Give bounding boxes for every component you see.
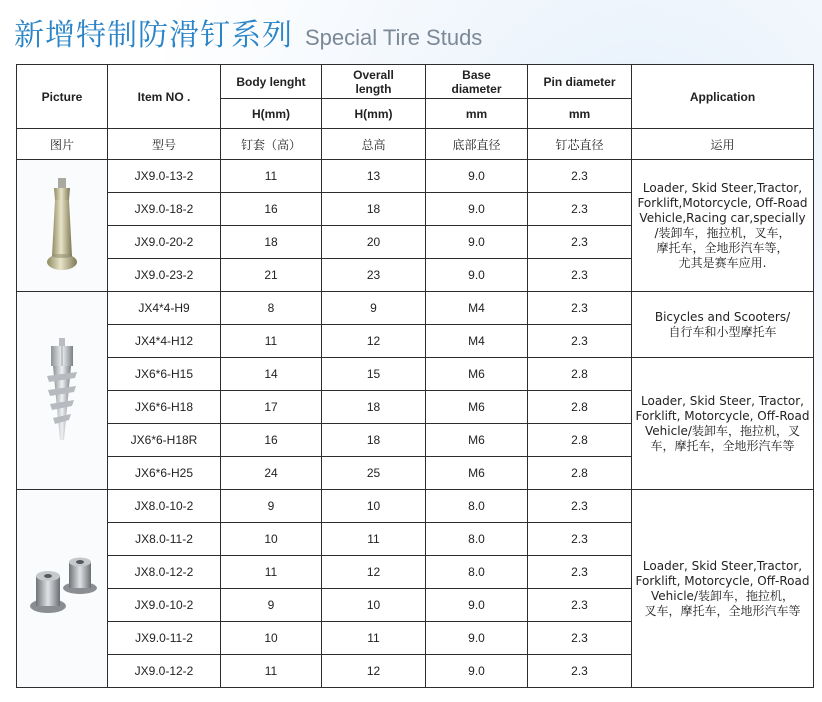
cell-base-diameter: 9.0 bbox=[426, 622, 528, 655]
picture-cell-group3 bbox=[17, 490, 108, 688]
cell-overall-length: 12 bbox=[322, 655, 426, 688]
header-cn-base-diameter: 底部直径 bbox=[426, 129, 528, 160]
header-overall-length bbox=[322, 65, 426, 99]
cell-pin-diameter: 2.8 bbox=[528, 391, 632, 424]
cell-base-diameter: 8.0 bbox=[426, 490, 528, 523]
cell-base-diameter: 9.0 bbox=[426, 226, 528, 259]
cell-base-diameter: 8.0 bbox=[426, 556, 528, 589]
flanged-stud-icon bbox=[20, 554, 104, 624]
application-line: Loader, Skid Steer,Tractor, bbox=[642, 180, 803, 195]
title-english: Special Tire Studs bbox=[305, 25, 483, 50]
header-cn-item-no: 型号 bbox=[108, 129, 221, 160]
cell-item: JX6*6-H15 bbox=[108, 358, 221, 391]
cell-pin-diameter: 2.8 bbox=[528, 457, 632, 490]
header-cn-pin-diameter: 钉芯直径 bbox=[528, 129, 632, 160]
cell-body-length: 14 bbox=[221, 358, 322, 391]
header-picture: Picture bbox=[17, 65, 108, 129]
cell-pin-diameter: 2.3 bbox=[528, 490, 632, 523]
cell-overall-length: 18 bbox=[322, 193, 426, 226]
cell-body-length: 16 bbox=[221, 193, 322, 226]
cell-overall-length: 25 bbox=[322, 457, 426, 490]
cell-base-diameter: 9.0 bbox=[426, 193, 528, 226]
cell-overall-length: 11 bbox=[322, 523, 426, 556]
cell-overall-length: 23 bbox=[322, 259, 426, 292]
table-row bbox=[17, 160, 814, 193]
cell-pin-diameter: 2.3 bbox=[528, 292, 632, 325]
cell-body-length: 17 bbox=[221, 391, 322, 424]
application-line: 摩托车，全地形汽车等， bbox=[656, 240, 789, 255]
header-body-length: Body lenght bbox=[221, 65, 322, 99]
cell-overall-length: 13 bbox=[322, 160, 426, 193]
cell-pin-diameter: 2.3 bbox=[528, 226, 632, 259]
cell-overall-length: 18 bbox=[322, 391, 426, 424]
cell-item: JX6*6-H18R bbox=[108, 424, 221, 457]
cell-overall-length: 12 bbox=[322, 556, 426, 589]
header-item-no: Item NO . bbox=[108, 65, 221, 129]
unit-pin-diameter: mm bbox=[528, 99, 632, 129]
cell-overall-length: 15 bbox=[322, 358, 426, 391]
application-line: 尤其是赛车应用. bbox=[678, 255, 767, 270]
cell-base-diameter: M6 bbox=[426, 424, 528, 457]
cell-pin-diameter: 2.3 bbox=[528, 589, 632, 622]
table-row bbox=[17, 490, 814, 523]
cell-pin-diameter: 2.3 bbox=[528, 523, 632, 556]
application-line: 叉车，摩托车，全地形汽车等 bbox=[644, 603, 801, 618]
unit-base-diameter: mm bbox=[426, 99, 528, 129]
cell-base-diameter: 8.0 bbox=[426, 523, 528, 556]
application-line: Vehicle/装卸车，拖拉机，叉 bbox=[645, 423, 800, 438]
application-line: 自行车和小型摩托车 bbox=[668, 324, 777, 339]
cell-item: JX6*6-H25 bbox=[108, 457, 221, 490]
cell-item: JX9.0-13-2 bbox=[108, 160, 221, 193]
application-cell-group1 bbox=[632, 160, 814, 292]
cell-pin-diameter: 2.3 bbox=[528, 259, 632, 292]
cell-overall-length: 11 bbox=[322, 622, 426, 655]
header-cn-application: 运用 bbox=[632, 129, 814, 160]
picture-cell-group2 bbox=[17, 292, 108, 490]
cell-overall-length: 9 bbox=[322, 292, 426, 325]
header-pin-diameter: Pin diameter bbox=[528, 65, 632, 99]
cell-overall-length: 12 bbox=[322, 325, 426, 358]
application-line: Loader, Skid Steer,Tractor, bbox=[642, 558, 803, 573]
application-line: Loader, Skid Steer, Tractor, bbox=[641, 393, 804, 408]
header-overall-length-text: Overall length bbox=[353, 67, 394, 96]
cell-base-diameter: 9.0 bbox=[426, 160, 528, 193]
table-row bbox=[17, 292, 814, 325]
cell-pin-diameter: 2.3 bbox=[528, 193, 632, 226]
cell-body-length: 11 bbox=[221, 556, 322, 589]
cell-item: JX4*4-H12 bbox=[108, 325, 221, 358]
cell-base-diameter: 9.0 bbox=[426, 259, 528, 292]
cell-base-diameter: M6 bbox=[426, 391, 528, 424]
cell-body-length: 16 bbox=[221, 424, 322, 457]
title-chinese: 新增特制防滑钉系列 bbox=[14, 18, 293, 53]
cell-base-diameter: 9.0 bbox=[426, 589, 528, 622]
header-application: Application bbox=[632, 65, 814, 129]
cell-body-length: 9 bbox=[221, 490, 322, 523]
header-base-diameter-text: Base diameter bbox=[451, 67, 502, 96]
cell-body-length: 9 bbox=[221, 589, 322, 622]
cell-item: JX9.0-18-2 bbox=[108, 193, 221, 226]
application-line: 车，摩托车，全地形汽车等 bbox=[650, 438, 795, 453]
cell-overall-length: 20 bbox=[322, 226, 426, 259]
cell-item: JX9.0-11-2 bbox=[108, 622, 221, 655]
cell-item: JX9.0-23-2 bbox=[108, 259, 221, 292]
application-line: Vehicle,Racing car,specially bbox=[639, 210, 806, 225]
unit-body-length: H(mm) bbox=[221, 99, 322, 129]
application-line: Vehicle/装卸车，拖拉机， bbox=[651, 588, 794, 603]
picture-cell-group1 bbox=[17, 160, 108, 292]
page-header bbox=[14, 6, 482, 54]
application-line: Forklift, Motorcycle, Off-Road bbox=[635, 573, 810, 588]
cell-overall-length: 10 bbox=[322, 589, 426, 622]
header-cn-picture: 图片 bbox=[17, 129, 108, 160]
unit-overall-length: H(mm) bbox=[322, 99, 426, 129]
cell-body-length: 18 bbox=[221, 226, 322, 259]
cell-body-length: 10 bbox=[221, 523, 322, 556]
header-base-diameter bbox=[426, 65, 528, 99]
cell-pin-diameter: 2.3 bbox=[528, 160, 632, 193]
cell-item: JX8.0-10-2 bbox=[108, 490, 221, 523]
cell-body-length: 11 bbox=[221, 160, 322, 193]
cell-item: JX6*6-H18 bbox=[108, 391, 221, 424]
cell-body-length: 10 bbox=[221, 622, 322, 655]
cell-body-length: 11 bbox=[221, 325, 322, 358]
cell-base-diameter: M6 bbox=[426, 358, 528, 391]
cell-base-diameter: M4 bbox=[426, 292, 528, 325]
cell-pin-diameter: 2.3 bbox=[528, 556, 632, 589]
cell-overall-length: 18 bbox=[322, 424, 426, 457]
application-cell-group3 bbox=[632, 358, 814, 490]
cell-body-length: 24 bbox=[221, 457, 322, 490]
cell-pin-diameter: 2.3 bbox=[528, 325, 632, 358]
cell-item: JX9.0-20-2 bbox=[108, 226, 221, 259]
application-line: Forklift,Motorcycle, Off-Road bbox=[637, 195, 808, 210]
cell-base-diameter: 9.0 bbox=[426, 655, 528, 688]
cell-overall-length: 10 bbox=[322, 490, 426, 523]
header-cn-overall-length: 总高 bbox=[322, 129, 426, 160]
cell-item: JX8.0-11-2 bbox=[108, 523, 221, 556]
cell-pin-diameter: 2.3 bbox=[528, 655, 632, 688]
application-line: /装卸车，拖拉机，叉车， bbox=[654, 225, 791, 240]
cell-item: JX8.0-12-2 bbox=[108, 556, 221, 589]
cell-body-length: 11 bbox=[221, 655, 322, 688]
cell-pin-diameter: 2.8 bbox=[528, 358, 632, 391]
cell-item: JX4*4-H9 bbox=[108, 292, 221, 325]
cell-body-length: 8 bbox=[221, 292, 322, 325]
application-cell-group4 bbox=[632, 490, 814, 688]
application-cell-group2 bbox=[632, 292, 814, 358]
application-line: Bicycles and Scooters/ bbox=[654, 309, 791, 324]
cell-pin-diameter: 2.8 bbox=[528, 424, 632, 457]
cell-base-diameter: M4 bbox=[426, 325, 528, 358]
application-line: Forklift, Motorcycle, Off-Road bbox=[635, 408, 810, 423]
spec-table bbox=[16, 64, 814, 688]
cell-item: JX9.0-12-2 bbox=[108, 655, 221, 688]
cell-item: JX9.0-10-2 bbox=[108, 589, 221, 622]
screw-stud-icon bbox=[42, 336, 82, 446]
cell-pin-diameter: 2.3 bbox=[528, 622, 632, 655]
table-row bbox=[17, 358, 814, 391]
tapered-stud-icon bbox=[42, 176, 82, 276]
cell-body-length: 21 bbox=[221, 259, 322, 292]
cell-base-diameter: M6 bbox=[426, 457, 528, 490]
header-cn-body-length: 钉套（高） bbox=[221, 129, 322, 160]
